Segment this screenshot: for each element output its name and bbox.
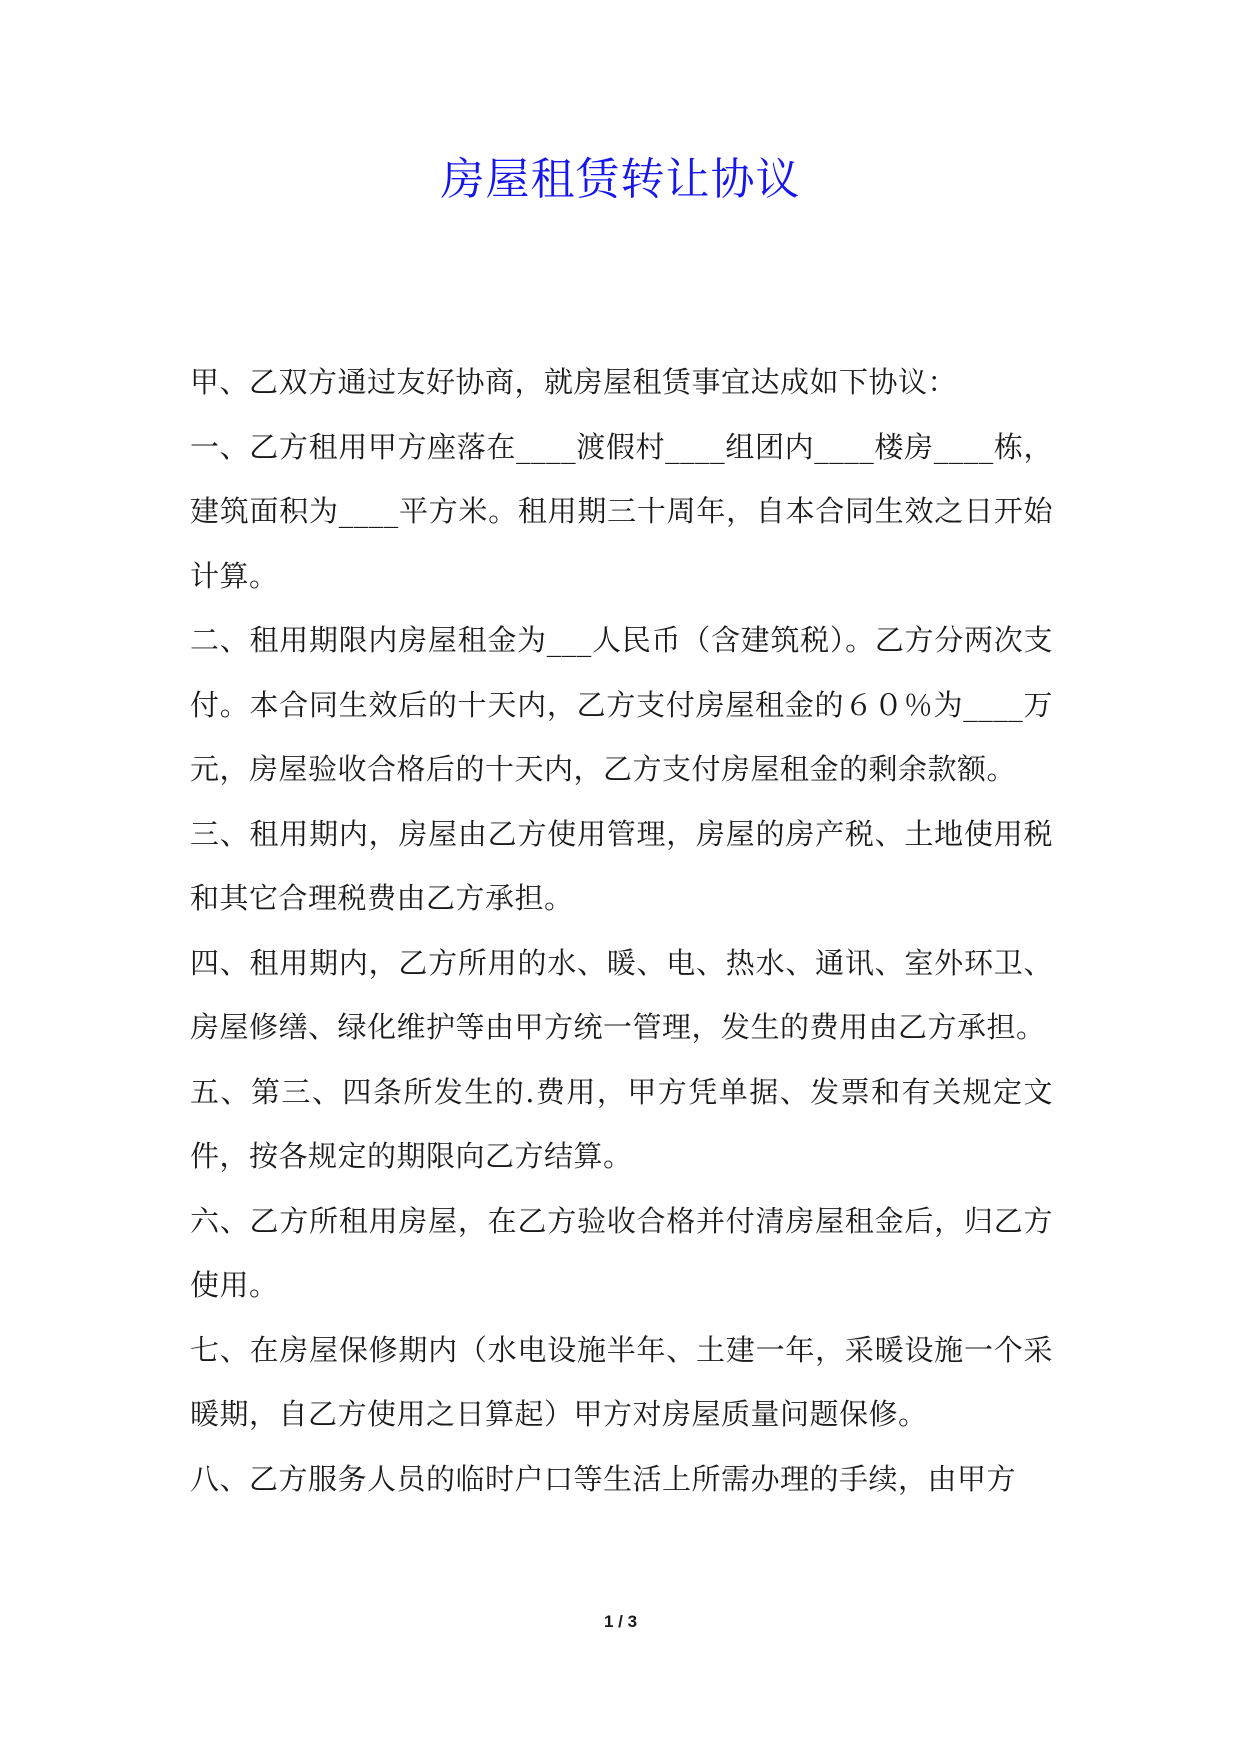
paragraph-clause-8: 八、乙方服务人员的临时户口等生活上所需办理的手续，由甲方: [190, 1461, 1017, 1496]
paragraph-preamble: 甲、乙双方通过友好协商，就房屋租赁事宜达成如下协议：: [190, 365, 958, 399]
paragraph-clause-5: 五、第三、四条所发生的.费用，甲方凭单据、发票和有关规定文件，按各规定的期限向乙方结算。: [190, 1074, 1053, 1173]
page-number: 1 / 3: [603, 1612, 638, 1631]
paragraph-clause-6: 六、乙方所租用房屋，在乙方验收合格并付清房屋租金后，归乙方使用。: [190, 1203, 1053, 1302]
paragraph-clause-7: 七、在房屋保修期内（水电设施半年、土建一年，采暖设施一个采暖期，自乙方使用之日算起）甲方对房屋质量问题保修。: [190, 1332, 1053, 1431]
paragraph-clause-3: 三、租用期内，房屋由乙方使用管理，房屋的房产税、土地使用税和其它合理税费由乙方承担。: [190, 816, 1053, 915]
paragraph-clause-2: 二、租用期限内房屋租金为___人民币（含建筑税）。乙方分两次支付。本合同生效后的十天内，乙方支付房屋租金的６０％为____万元，房屋验收合格后的十天内，乙方支付房屋租金的剩余款额。: [190, 623, 1053, 786]
document-body: [190, 350, 1053, 1511]
document-title: 房屋租赁转让协议: [440, 154, 801, 205]
paragraph-clause-4: 四、租用期内，乙方所用的水、暖、电、热水、通讯、室外环卫、房屋修缮、绿化维护等由甲方统一管理，发生的费用由乙方承担。: [190, 945, 1053, 1044]
paragraph-clause-1: 一、乙方租用甲方座落在____渡假村____组团内____楼房____栋，建筑面积为____平方米。租用期三十周年，自本合同生效之日开始计算。: [190, 429, 1053, 593]
